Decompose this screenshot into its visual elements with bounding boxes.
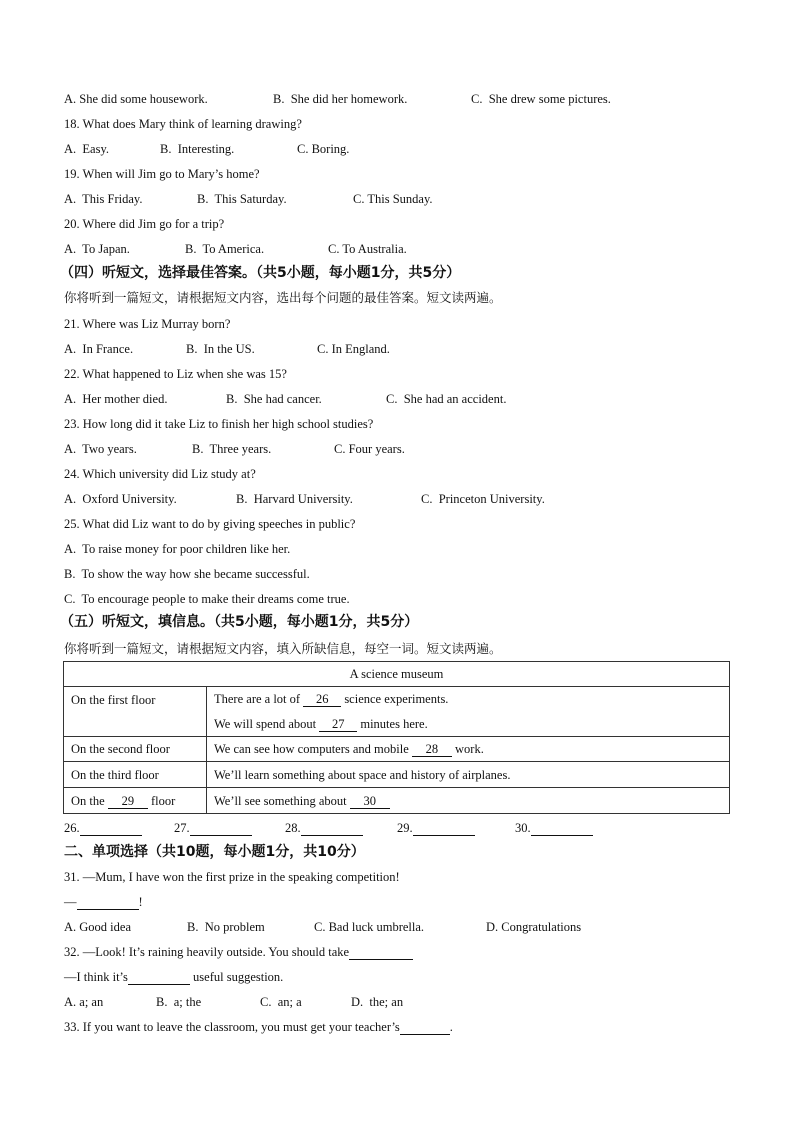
- part2-heading: 二、单项选择（共10题，每小题1分，共10分）: [64, 844, 365, 860]
- q31-option-d: D. Congratulations: [486, 920, 582, 934]
- q32-option-a: A. a; an: [64, 995, 104, 1009]
- row3-content: We’ll learn something about space and history of airplanes.: [207, 762, 730, 788]
- q20-option-c: C. To Australia.: [328, 242, 407, 256]
- section4-instruction: 你将听到一篇短文，请根据短文内容，选出每个问题的最佳答案。短文读两遍。: [64, 290, 502, 305]
- q21-option-c: C. In England.: [317, 342, 390, 356]
- q25-option-c: C. To encourage people to make their dreams come true.: [64, 592, 350, 606]
- blank-29: 29: [108, 795, 148, 809]
- q17-option-b: B. She did her homework.: [273, 92, 408, 106]
- q20-option-a: A. To Japan.: [64, 242, 130, 256]
- science-museum-table: [63, 661, 730, 814]
- row4-pre: We’ll see something about: [214, 793, 347, 808]
- fill-28: 28.: [285, 820, 363, 836]
- row4-label-post: floor: [150, 793, 176, 808]
- row2-post: work.: [455, 742, 484, 756]
- row4-label-pre: On the: [71, 793, 105, 808]
- row4-content: [207, 788, 730, 814]
- q18-option-b: B. Interesting.: [160, 142, 235, 156]
- row2-pre: We can see how computers and mobile: [214, 742, 409, 756]
- q19-option-b: B. This Saturday.: [197, 192, 287, 206]
- q31-option-c: C. Bad luck umbrella.: [314, 920, 425, 934]
- fill-30: 30.: [515, 820, 593, 836]
- q19-option-a: A. This Friday.: [64, 192, 143, 206]
- row1-line1-pre: There are a lot of: [214, 691, 301, 706]
- blank-28: 28: [412, 743, 452, 757]
- fill-29: 29.: [397, 820, 475, 836]
- row1-label: On the first floor: [64, 687, 207, 737]
- table-title: A science museum: [64, 662, 730, 687]
- q23-option-c: C. Four years.: [334, 442, 405, 456]
- q24-option-c: C. Princeton University.: [421, 492, 545, 506]
- q22-question: 22. What happened to Liz when she was 15?: [64, 367, 287, 381]
- q25-option-a: A. To raise money for poor children like her.: [64, 542, 291, 556]
- row1-line2-post: minutes here.: [360, 716, 428, 731]
- q22-option-b: B. She had cancer.: [226, 392, 322, 406]
- q24-option-a: A. Oxford University.: [64, 492, 177, 506]
- q21-option-b: B. In the US.: [186, 342, 255, 356]
- q25-option-b: B. To show the way how she became successful.: [64, 567, 310, 581]
- q21-question: 21. Where was Liz Murray born?: [64, 317, 231, 331]
- q33-question: 33. If you want to leave the classroom, you must get your teacher’s .: [64, 1020, 453, 1034]
- row1-line2-pre: We will spend about: [214, 716, 317, 731]
- q24-question: 24. Which university did Liz study at?: [64, 467, 256, 481]
- blank-30: 30: [350, 795, 390, 809]
- section5-heading: （五）听短文，填信息。（共5小题，每小题1分，共5分）: [60, 614, 419, 630]
- row1-line1-post: science experiments.: [344, 691, 449, 706]
- q31-option-a: A. Good idea: [64, 920, 131, 934]
- q31-option-b: B. No problem: [187, 920, 265, 934]
- q22-option-c: C. She had an accident.: [386, 392, 507, 406]
- q32-question: 32. —Look! It’s raining heavily outside. You should take: [64, 944, 413, 960]
- q22-option-a: A. Her mother died.: [64, 392, 168, 406]
- q19-option-c: C. This Sunday.: [353, 192, 433, 206]
- q23-question: 23. How long did it take Liz to finish her high school studies?: [64, 417, 374, 431]
- row1-content: [207, 687, 730, 737]
- q23-option-b: B. Three years.: [192, 442, 272, 456]
- q21-option-a: A. In France.: [64, 342, 134, 356]
- row2-label: On the second floor: [64, 737, 207, 762]
- row2-content: [207, 737, 730, 762]
- q18-option-a: A. Easy.: [64, 142, 110, 156]
- section5-instruction: 你将听到一篇短文，请根据短文内容，填入所缺信息，每空一词。短文读两遍。: [64, 641, 502, 656]
- q17-option-c: C. She drew some pictures.: [471, 92, 611, 106]
- q31-reply: — !: [64, 895, 143, 909]
- q23-option-a: A. Two years.: [64, 442, 137, 456]
- q20-question: 20. Where did Jim go for a trip?: [64, 217, 225, 231]
- q18-option-c: C. Boring.: [297, 142, 350, 156]
- q32-option-d: D. the; an: [351, 995, 404, 1009]
- q20-option-b: B. To America.: [185, 242, 265, 256]
- row4-label: [64, 788, 207, 814]
- fill-27: 27.: [174, 820, 252, 836]
- q32-reply: —I think it’s useful suggestion.: [64, 970, 284, 984]
- blank-26: 26: [303, 693, 341, 707]
- fill-26: 26.: [64, 820, 142, 836]
- q24-option-b: B. Harvard University.: [236, 492, 353, 506]
- row3-label: On the third floor: [64, 762, 207, 788]
- section4-heading: （四）听短文，选择最佳答案。（共5小题，每小题1分，共5分）: [60, 265, 461, 281]
- q32-option-b: B. a; the: [156, 995, 202, 1009]
- q25-question: 25. What did Liz want to do by giving speeches in public?: [64, 517, 356, 531]
- q17-option-a: A. She did some housework.: [64, 92, 208, 106]
- q31-question: 31. —Mum, I have won the first prize in the speaking competition!: [64, 870, 400, 884]
- q18-question: 18. What does Mary think of learning drawing?: [64, 117, 302, 131]
- q19-question: 19. When will Jim go to Mary’s home?: [64, 167, 260, 181]
- q32-option-c: C. an; a: [260, 995, 302, 1009]
- blank-27: 27: [319, 718, 357, 732]
